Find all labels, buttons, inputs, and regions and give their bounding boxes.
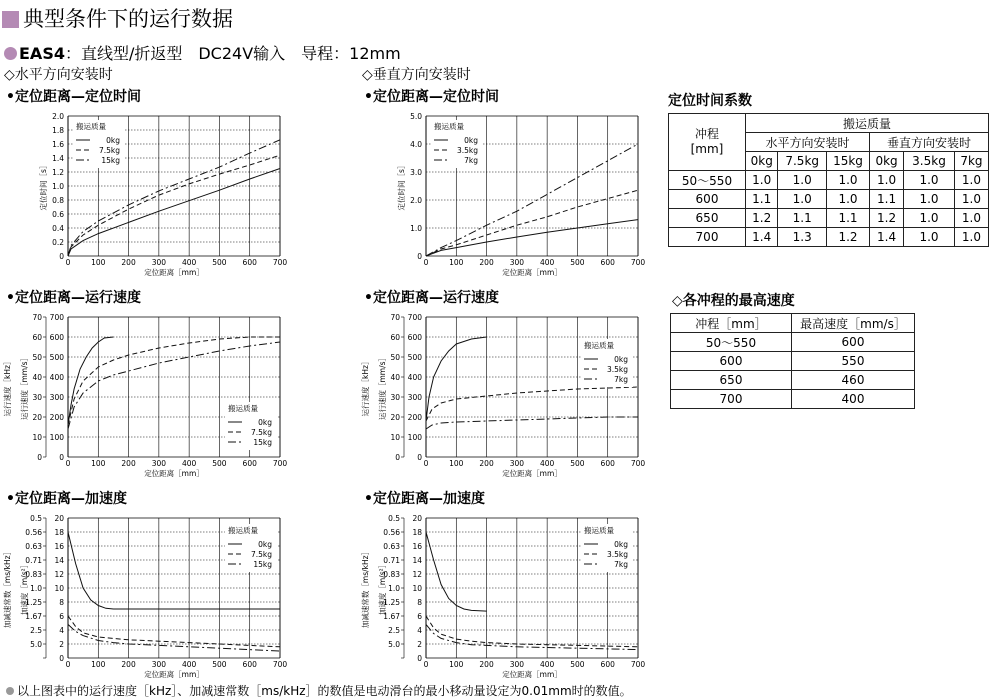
y-axis-label: 加速度［m/s²］ xyxy=(20,560,29,616)
y-tick-label: 6 xyxy=(417,612,422,621)
x-tick-label: 300 xyxy=(509,258,525,267)
footnote-dot-icon xyxy=(6,687,14,695)
y-tick-label: 8 xyxy=(417,598,422,607)
coef-cell: 1.1 xyxy=(826,209,869,228)
chart-h_speed xyxy=(2,313,287,478)
table-row xyxy=(671,390,915,409)
series-line-3.5kg xyxy=(426,387,638,421)
y-tick-label: 1.0 xyxy=(410,224,422,233)
coef-v-header: 垂直方向安装时 xyxy=(870,133,989,152)
x-tick-label: 400 xyxy=(181,258,197,267)
coef-sub: 7kg xyxy=(954,152,988,171)
x-tick-label: 300 xyxy=(509,459,525,468)
coef-table-title: 定位时间系数 xyxy=(668,93,752,109)
y2-tick-label: 0 xyxy=(37,453,42,462)
coef-cell: 1.0 xyxy=(778,190,826,209)
y2-tick-label: 70 xyxy=(390,313,400,322)
coef-cell: 1.0 xyxy=(746,171,778,190)
coef-cell: 700 xyxy=(669,228,746,247)
x-tick-label: 0 xyxy=(423,258,429,267)
speed-cell: 400 xyxy=(792,390,915,409)
y-tick-label: 700 xyxy=(407,313,422,322)
footnote-text: 以上图表中的运行速度［kHz］、加减速常数［ms/kHz］的数值是电动滑台的最小移动量设定为0.01mm时的数值。 xyxy=(17,684,632,698)
y2-tick-label: 60 xyxy=(32,333,42,342)
y-tick-label: 2.0 xyxy=(410,196,422,205)
x-tick-label: 0 xyxy=(423,459,429,468)
x-tick-label: 700 xyxy=(272,459,288,468)
x-tick-label: 700 xyxy=(630,459,646,468)
y2-tick-label: 5.0 xyxy=(388,640,400,649)
legend-title: 搬运质量 xyxy=(228,404,258,413)
legend-label: 15kg xyxy=(253,560,272,569)
y2-axis-label: 加减速常数［ms/kHz］ xyxy=(3,547,12,629)
heading-h-time: •定位距离—定位时间 xyxy=(6,89,141,105)
x-tick-label: 300 xyxy=(151,459,167,468)
y2-tick-label: 1.0 xyxy=(30,584,42,593)
table-row xyxy=(669,171,989,190)
coef-cell: 1.0 xyxy=(904,190,955,209)
coef-stroke-header: 冲程 [mm] xyxy=(669,114,746,171)
y-tick-label: 18 xyxy=(54,528,64,537)
y-tick-label: 700 xyxy=(49,313,64,322)
legend-label: 7kg xyxy=(614,560,628,569)
coef-cell: 1.2 xyxy=(870,209,904,228)
heading-v-accel: •定位距离—加速度 xyxy=(364,491,485,507)
y-tick-label: 10 xyxy=(412,584,422,593)
y2-tick-label: 50 xyxy=(32,353,42,362)
y-tick-label: 6 xyxy=(59,612,64,621)
y2-tick-label: 20 xyxy=(390,413,400,422)
coef-cell: 1.4 xyxy=(746,228,778,247)
y-tick-label: 4 xyxy=(59,626,64,635)
x-tick-label: 200 xyxy=(479,660,494,669)
legend-label: 7.5kg xyxy=(250,428,272,437)
legend-label: 0kg xyxy=(258,418,272,427)
y-tick-label: 300 xyxy=(407,393,422,402)
y-tick-label: 4 xyxy=(417,626,422,635)
chart-v_accel xyxy=(360,514,645,679)
x-tick-label: 400 xyxy=(181,660,197,669)
coef-cell: 1.4 xyxy=(870,228,904,247)
y2-tick-label: 5.0 xyxy=(30,640,42,649)
y-tick-label: 0.8 xyxy=(52,196,64,205)
coef-cell: 1.1 xyxy=(746,190,778,209)
y-tick-label: 1.0 xyxy=(52,182,64,191)
x-tick-label: 700 xyxy=(630,660,646,669)
legend-label: 3.5kg xyxy=(606,365,628,374)
y2-tick-label: 1.25 xyxy=(25,598,42,607)
speed-cell: 50～550 xyxy=(671,333,792,352)
x-tick-label: 100 xyxy=(449,660,464,669)
y-tick-label: 20 xyxy=(412,514,422,523)
x-tick-label: 600 xyxy=(600,459,615,468)
x-tick-label: 0 xyxy=(65,258,71,267)
y-tick-label: 0.6 xyxy=(52,210,64,219)
coef-cell: 1.0 xyxy=(904,171,955,190)
x-tick-label: 100 xyxy=(91,459,106,468)
coef-cell: 1.0 xyxy=(954,190,988,209)
series-line-3.5kg xyxy=(426,616,638,647)
x-tick-label: 0 xyxy=(65,660,71,669)
y-tick-label: 300 xyxy=(49,393,64,402)
y-tick-label: 500 xyxy=(407,353,422,362)
y-axis-label: 加速度［m/s²］ xyxy=(378,560,387,616)
y-tick-label: 16 xyxy=(412,542,422,551)
y2-tick-label: 0.63 xyxy=(25,542,42,551)
y-tick-label: 600 xyxy=(49,333,64,342)
coef-cell: 1.0 xyxy=(826,190,869,209)
x-tick-label: 0 xyxy=(65,459,71,468)
coef-cell: 50～550 xyxy=(669,171,746,190)
heading-v-time: •定位距离—定位时间 xyxy=(364,89,499,105)
legend-label: 15kg xyxy=(253,438,272,447)
x-tick-label: 400 xyxy=(539,258,555,267)
y-tick-label: 20 xyxy=(54,514,64,523)
heading-h-accel: •定位距离—加速度 xyxy=(6,491,127,507)
y2-tick-label: 40 xyxy=(390,373,400,382)
x-tick-label: 200 xyxy=(479,459,494,468)
y-tick-label: 12 xyxy=(412,570,422,579)
y-tick-label: 14 xyxy=(54,556,64,565)
y-tick-label: 3.0 xyxy=(410,168,422,177)
x-tick-label: 600 xyxy=(600,258,615,267)
table-row xyxy=(669,190,989,209)
legend-label: 0kg xyxy=(614,355,628,364)
legend-label: 3.5kg xyxy=(456,146,478,155)
coef-cell: 1.2 xyxy=(746,209,778,228)
y-tick-label: 0.2 xyxy=(52,238,64,247)
y-tick-label: 100 xyxy=(49,433,64,442)
coef-cell: 1.0 xyxy=(954,209,988,228)
y-tick-label: 2 xyxy=(417,640,422,649)
y-tick-label: 200 xyxy=(407,413,422,422)
table-row xyxy=(669,228,989,247)
chart-h_accel xyxy=(2,514,287,679)
y2-tick-label: 0.5 xyxy=(30,514,42,523)
y2-tick-label: 2.5 xyxy=(388,626,400,635)
legend-label: 7.5kg xyxy=(98,146,120,155)
coef-load-header: 搬运质量 xyxy=(746,114,989,133)
y2-tick-label: 0.71 xyxy=(25,556,42,565)
coef-h-header: 水平方向安装时 xyxy=(746,133,870,152)
chart-v_time xyxy=(396,112,645,277)
coef-cell: 1.1 xyxy=(778,209,826,228)
y-tick-label: 100 xyxy=(407,433,422,442)
x-tick-label: 700 xyxy=(630,258,646,267)
x-tick-label: 300 xyxy=(509,660,525,669)
x-tick-label: 600 xyxy=(600,660,615,669)
chart-h_time xyxy=(38,112,287,277)
y2-axis-label: 运行速度［kHz］ xyxy=(3,357,12,417)
y-tick-label: 4.0 xyxy=(410,140,422,149)
y2-tick-label: 0.63 xyxy=(383,542,400,551)
y-tick-label: 1.2 xyxy=(52,168,64,177)
speed-cell: 700 xyxy=(671,390,792,409)
table-row xyxy=(671,371,915,390)
x-tick-label: 500 xyxy=(212,258,227,267)
y2-tick-label: 30 xyxy=(32,393,42,402)
y-tick-label: 14 xyxy=(412,556,422,565)
y-tick-label: 18 xyxy=(412,528,422,537)
x-tick-label: 100 xyxy=(449,459,464,468)
legend-label: 3.5kg xyxy=(606,550,628,559)
coef-cell: 600 xyxy=(669,190,746,209)
speed-table xyxy=(670,313,915,409)
x-tick-label: 400 xyxy=(181,459,197,468)
speed-cell: 550 xyxy=(792,352,915,371)
y2-tick-label: 0.56 xyxy=(25,528,42,537)
y-tick-label: 8 xyxy=(59,598,64,607)
y-tick-label: 400 xyxy=(407,373,422,382)
table-row xyxy=(671,333,915,352)
coef-sub: 3.5kg xyxy=(904,152,955,171)
legend-title: 搬运质量 xyxy=(584,341,614,350)
x-tick-label: 400 xyxy=(539,459,555,468)
title-text: 典型条件下的运行数据 xyxy=(23,7,233,31)
series-line-0kg xyxy=(68,169,280,257)
y2-tick-label: 10 xyxy=(390,433,400,442)
y2-tick-label: 20 xyxy=(32,413,42,422)
x-axis-label: 定位距离［mm］ xyxy=(144,469,204,478)
heading-h-speed: •定位距离—运行速度 xyxy=(6,290,141,306)
x-tick-label: 0 xyxy=(423,660,429,669)
y-tick-label: 600 xyxy=(407,333,422,342)
y-tick-label: 1.6 xyxy=(52,140,64,149)
y2-tick-label: 0.83 xyxy=(25,570,42,579)
speed-table-title: ◇各冲程的最高速度 xyxy=(672,293,795,309)
section-horizontal: ◇水平方向安装时 xyxy=(4,67,113,83)
y2-tick-label: 60 xyxy=(390,333,400,342)
x-tick-label: 300 xyxy=(151,258,167,267)
x-tick-label: 200 xyxy=(121,258,136,267)
legend-title: 搬运质量 xyxy=(76,122,106,131)
legend-label: 0kg xyxy=(464,136,478,145)
y-axis-label: 运行速度［mm/s］ xyxy=(378,353,387,421)
y-axis-label: 定位时间［s］ xyxy=(39,161,48,211)
coef-cell: 1.2 xyxy=(826,228,869,247)
series-line-7.5kg xyxy=(68,616,280,647)
x-tick-label: 600 xyxy=(242,459,257,468)
x-axis-label: 定位距离［mm］ xyxy=(144,268,204,277)
coef-sub: 15kg xyxy=(826,152,869,171)
coef-table xyxy=(668,113,989,247)
x-tick-label: 700 xyxy=(272,660,288,669)
series-line-15kg xyxy=(68,624,280,651)
y2-tick-label: 1.67 xyxy=(25,612,42,621)
speed-cell: 460 xyxy=(792,371,915,390)
speed-header-stroke: 冲程［mm］ xyxy=(671,314,792,333)
y2-tick-label: 70 xyxy=(32,313,42,322)
legend-label: 7.5kg xyxy=(250,550,272,559)
y2-axis-label: 加减速常数［ms/kHz］ xyxy=(361,547,370,629)
x-axis-label: 定位距离［mm］ xyxy=(502,268,562,277)
y-tick-label: 16 xyxy=(54,542,64,551)
y-axis-label: 运行速度［mm/s］ xyxy=(20,353,29,421)
coef-cell: 1.0 xyxy=(826,171,869,190)
legend-label: 0kg xyxy=(258,540,272,549)
coef-cell: 1.0 xyxy=(870,171,904,190)
y2-tick-label: 1.67 xyxy=(383,612,400,621)
heading-v-speed: •定位距离—运行速度 xyxy=(364,290,499,306)
x-axis-label: 定位距离［mm］ xyxy=(144,670,204,679)
speed-cell: 600 xyxy=(671,352,792,371)
y-tick-label: 500 xyxy=(49,353,64,362)
y-tick-label: 0 xyxy=(417,453,422,462)
y-tick-label: 200 xyxy=(49,413,64,422)
x-tick-label: 200 xyxy=(479,258,494,267)
y2-tick-label: 0.56 xyxy=(383,528,400,537)
y2-tick-label: 0.5 xyxy=(388,514,400,523)
y-tick-label: 0 xyxy=(59,252,64,261)
y-tick-label: 0 xyxy=(59,453,64,462)
coef-sub: 0kg xyxy=(870,152,904,171)
series-line-7kg xyxy=(426,624,638,649)
coef-sub: 0kg xyxy=(746,152,778,171)
table-row xyxy=(671,352,915,371)
legend-label: 7kg xyxy=(614,375,628,384)
coef-cell: 1.3 xyxy=(778,228,826,247)
y-tick-label: 10 xyxy=(54,584,64,593)
y-tick-label: 5.0 xyxy=(410,112,422,121)
model-name: EAS4 xyxy=(19,44,65,63)
y2-axis-label: 运行速度［kHz］ xyxy=(361,357,370,417)
series-line-7kg xyxy=(426,417,638,429)
legend-title: 搬运质量 xyxy=(228,526,258,535)
y2-tick-label: 50 xyxy=(390,353,400,362)
x-tick-label: 400 xyxy=(539,660,555,669)
chart-v_speed xyxy=(360,313,645,478)
x-tick-label: 500 xyxy=(212,459,227,468)
x-tick-label: 500 xyxy=(212,660,227,669)
y-tick-label: 0 xyxy=(417,252,422,261)
speed-cell: 650 xyxy=(671,371,792,390)
footnote xyxy=(6,682,632,699)
x-tick-label: 200 xyxy=(121,660,136,669)
coef-cell: 1.0 xyxy=(904,228,955,247)
y-tick-label: 12 xyxy=(54,570,64,579)
coef-cell: 1.1 xyxy=(870,190,904,209)
x-tick-label: 200 xyxy=(121,459,136,468)
y-tick-label: 2.0 xyxy=(52,112,64,121)
y2-tick-label: 1.25 xyxy=(383,598,400,607)
speed-cell: 600 xyxy=(792,333,915,352)
legend-label: 0kg xyxy=(106,136,120,145)
table-row xyxy=(669,209,989,228)
coef-sub: 7.5kg xyxy=(778,152,826,171)
x-tick-label: 600 xyxy=(242,258,257,267)
series-line-0kg xyxy=(68,337,113,425)
series-line-0kg xyxy=(426,220,638,256)
y-axis-label: 定位时间［s］ xyxy=(397,161,406,211)
x-tick-label: 500 xyxy=(570,258,585,267)
coef-cell: 650 xyxy=(669,209,746,228)
x-tick-label: 500 xyxy=(570,459,585,468)
x-tick-label: 600 xyxy=(242,660,257,669)
y-tick-label: 400 xyxy=(49,373,64,382)
x-tick-label: 100 xyxy=(91,258,106,267)
legend-label: 0kg xyxy=(614,540,628,549)
speed-header-max: 最高速度［mm/s］ xyxy=(792,314,915,333)
y-tick-label: 0.4 xyxy=(52,224,64,233)
y2-tick-label: 2.5 xyxy=(30,626,42,635)
section-vertical: ◇垂直方向安装时 xyxy=(362,67,471,83)
y2-tick-label: 40 xyxy=(32,373,42,382)
coef-cell: 1.0 xyxy=(954,171,988,190)
x-axis-label: 定位距离［mm］ xyxy=(502,670,562,679)
x-tick-label: 100 xyxy=(449,258,464,267)
coef-cell: 1.0 xyxy=(954,228,988,247)
legend-label: 7kg xyxy=(464,156,478,165)
x-tick-label: 700 xyxy=(272,258,288,267)
y-tick-label: 0 xyxy=(417,654,422,663)
y2-tick-label: 10 xyxy=(32,433,42,442)
legend-title: 搬运质量 xyxy=(434,122,464,131)
x-tick-label: 100 xyxy=(91,660,106,669)
x-tick-label: 300 xyxy=(151,660,167,669)
coef-cell: 1.0 xyxy=(778,171,826,190)
y-tick-label: 1.8 xyxy=(52,126,64,135)
model-desc: ：直线型/折返型 DC24V输入 导程：12mm xyxy=(64,44,401,63)
x-tick-label: 500 xyxy=(570,660,585,669)
y2-tick-label: 1.0 xyxy=(388,584,400,593)
coef-cell: 1.0 xyxy=(904,209,955,228)
legend-label: 15kg xyxy=(101,156,120,165)
y-tick-label: 2 xyxy=(59,640,64,649)
y-tick-label: 0 xyxy=(59,654,64,663)
y2-tick-label: 30 xyxy=(390,393,400,402)
y2-tick-label: 0.71 xyxy=(383,556,400,565)
y2-tick-label: 0.83 xyxy=(383,570,400,579)
legend-title: 搬运质量 xyxy=(584,526,614,535)
y2-tick-label: 0 xyxy=(395,453,400,462)
x-axis-label: 定位距离［mm］ xyxy=(502,469,562,478)
y-tick-label: 1.4 xyxy=(52,154,64,163)
